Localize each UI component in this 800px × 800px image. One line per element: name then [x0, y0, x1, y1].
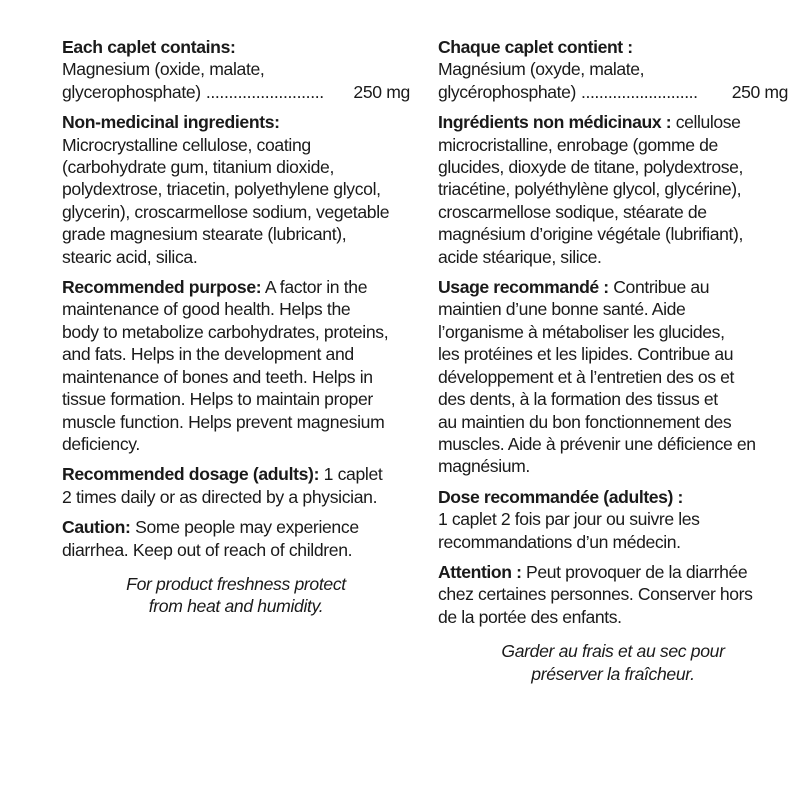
fr-storage-note	[438, 640, 788, 685]
en-non-medicinal-section	[62, 111, 410, 268]
en-storage-note-line: from heat and humidity.	[148, 596, 324, 617]
en-dosage-section	[62, 463, 410, 508]
fr-purpose-line: maintien d’une bonne santé. Aide	[438, 299, 686, 320]
en-purpose-section	[62, 276, 410, 455]
fr-purpose-line: les protéines et les lipides. Contribue au	[438, 344, 734, 365]
fr-purpose-line: muscles. Aide à prévenir une déficience en	[438, 433, 756, 454]
en-purpose-line: body to metabolize carbohydrates, proteins,	[62, 321, 389, 342]
en-dosage-first-line	[62, 463, 410, 485]
en-purpose-line: maintenance of good health. Helps the	[62, 299, 351, 320]
en-purpose-line: tissue formation. Helps to maintain proper	[62, 389, 373, 410]
fr-non-medicinal-line: acide stéarique, silice.	[438, 246, 602, 267]
fr-purpose-first-line	[438, 276, 788, 298]
en-caution-first-line	[62, 516, 410, 538]
fr-caution-line: chez certaines personnes. Conserver hors	[438, 584, 753, 605]
fr-non-medicinal-line: magnésium d’origine végétale (lubrifiant),	[438, 224, 743, 245]
fr-purpose-line: développement et à l’entretien des os et	[438, 366, 735, 387]
en-non-medicinal-line: glycerin), croscarmellose sodium, vegetable	[62, 201, 390, 222]
fr-non-medicinal-line: microcristalline, enrobage (gomme de	[438, 134, 718, 155]
fr-caution-first-line	[438, 561, 788, 583]
en-contains-amount: 250 mg	[353, 81, 410, 102]
en-caution-heading: Caution:	[62, 517, 131, 538]
en-contains-section	[62, 36, 410, 103]
fr-dosage-section	[438, 486, 788, 553]
fr-purpose-line: magnésium.	[438, 456, 530, 477]
fr-contains-amount-line	[438, 81, 788, 103]
fr-non-medicinal-first-text: cellulose	[671, 112, 741, 133]
fr-non-medicinal-line: triacétine, polyéthylène glycol, glycérine),	[438, 179, 742, 200]
en-contains-ingredient: glycerophosphate)	[62, 81, 201, 102]
en-contains-amount-line	[62, 81, 410, 103]
en-purpose-heading: Recommended purpose:	[62, 277, 262, 298]
fr-caution-section	[438, 561, 788, 628]
en-non-medicinal-line: (carbohydrate gum, titanium dioxide,	[62, 157, 334, 178]
fr-storage-note-line: préserver la fraîcheur.	[531, 663, 695, 684]
en-caution-section	[62, 516, 410, 561]
fr-purpose-heading: Usage recommandé :	[438, 277, 609, 298]
en-purpose-line: maintenance of bones and teeth. Helps in	[62, 366, 373, 387]
fr-purpose-line: des dents, à la formation des tissus et	[438, 389, 718, 410]
fr-purpose-line: l’organisme à métaboliser les glucides,	[438, 321, 725, 342]
en-non-medicinal-line: grade magnesium stearate (lubricant),	[62, 224, 347, 245]
fr-dosage-heading: Dose recommandée (adultes) :	[438, 486, 683, 507]
en-purpose-first-line	[62, 276, 410, 298]
en-dosage-line: 2 times daily or as directed by a physician.	[62, 486, 378, 507]
fr-non-medicinal-first-line	[438, 111, 788, 133]
fr-purpose-first-text: Contribue au	[608, 277, 710, 298]
fr-contains-line-1: Magnésium (oxyde, malate,	[438, 59, 645, 80]
en-contains-line-1: Magnesium (oxide, malate,	[62, 59, 265, 80]
fr-caution-heading: Attention :	[438, 561, 522, 582]
fr-non-medicinal-line: croscarmellose sodique, stéarate de	[438, 201, 707, 222]
en-dot-leader: ..........................	[205, 81, 324, 102]
fr-contains-amount: 250 mg	[731, 81, 788, 102]
en-purpose-first-text: A factor in the	[261, 277, 368, 298]
english-column	[62, 36, 410, 618]
fr-storage-note-line: Garder au frais et au sec pour	[501, 641, 725, 662]
fr-non-medicinal-heading: Ingrédients non médicinaux :	[438, 112, 672, 133]
en-contains-heading: Each caplet contains:	[62, 37, 236, 57]
en-dosage-heading: Recommended dosage (adults):	[62, 464, 320, 485]
en-storage-note	[62, 573, 410, 618]
fr-contains-ingredient: glycérophosphate)	[438, 81, 576, 102]
en-non-medicinal-heading: Non-medicinal ingredients:	[62, 112, 280, 133]
fr-non-medicinal-line: glucides, dioxyde de titane, polydextrose,	[438, 157, 743, 178]
french-column	[438, 36, 788, 685]
en-dosage-first-text: 1 caplet	[319, 464, 383, 485]
fr-dot-leader: ..........................	[580, 81, 698, 102]
fr-caution-first-text: Peut provoquer de la diarrhée	[521, 561, 748, 582]
fr-contains-section	[438, 36, 788, 103]
en-non-medicinal-line: polydextrose, triacetin, polyethylene glycol,	[62, 179, 381, 200]
fr-caution-line: de la portée des enfants.	[438, 606, 622, 627]
en-purpose-line: deficiency.	[62, 433, 140, 454]
en-non-medicinal-line: Microcrystalline cellulose, coating	[62, 134, 311, 155]
fr-dosage-line: recommandations d’un médecin.	[438, 531, 681, 552]
en-caution-line: diarrhea. Keep out of reach of children.	[62, 539, 353, 560]
fr-dosage-line: 1 caplet 2 fois par jour ou suivre les	[438, 509, 700, 530]
en-purpose-line: and fats. Helps in the development and	[62, 344, 354, 365]
fr-purpose-section	[438, 276, 788, 478]
en-storage-note-line: For product freshness protect	[126, 573, 346, 594]
fr-non-medicinal-section	[438, 111, 788, 268]
en-purpose-line: muscle function. Helps prevent magnesium	[62, 411, 385, 432]
en-caution-first-text: Some people may experience	[130, 517, 359, 538]
en-non-medicinal-line: stearic acid, silica.	[62, 246, 198, 267]
fr-purpose-line: au maintien du bon fonctionnement des	[438, 411, 732, 432]
fr-contains-heading: Chaque caplet contient :	[438, 37, 633, 57]
